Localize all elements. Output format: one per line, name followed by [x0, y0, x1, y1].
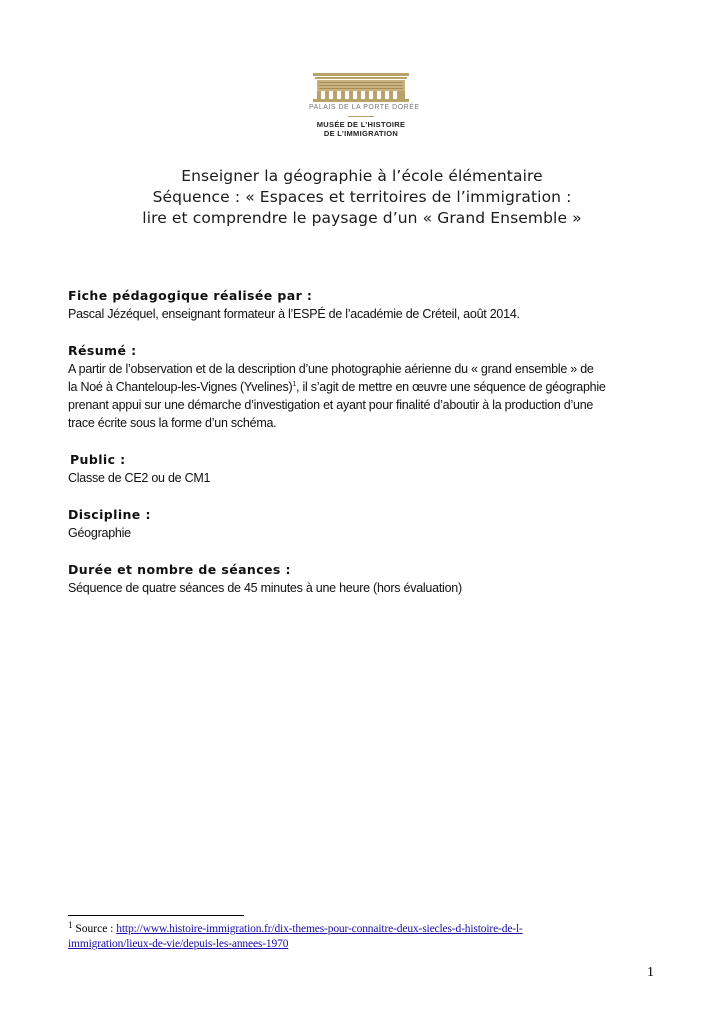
title-line-3: lire et comprendre le paysage d’un « Grand Ensemble »: [142, 209, 582, 227]
duree-heading: Durée et nombre de séances :: [68, 562, 291, 577]
resume-line-2-start: la Noé à Chanteloup-les-Vignes (Yvelines): [68, 380, 293, 394]
palais-building-icon: [311, 72, 411, 102]
resume-line-4: trace écrite sous la forme d’un schéma.: [68, 416, 277, 430]
title-line-1: Enseigner la géographie à l’école élémentaire: [181, 167, 543, 185]
footnote-number: 1: [68, 920, 73, 930]
discipline-heading: Discipline :: [68, 507, 151, 522]
resume-line-2: [68, 378, 668, 396]
resume-line-2-end: , il s’agit de mettre en œuvre une séquence de géographie: [296, 380, 606, 394]
fiche-text: [68, 305, 668, 323]
public-value: Classe de CE2 ou de CM1: [68, 471, 211, 485]
footnote-reference[interactable]: 1: [292, 381, 297, 388]
discipline-value: Géographie: [68, 526, 131, 540]
duree-value: Séquence de quatre séances de 45 minutes à une heure (hors évaluation): [68, 581, 462, 595]
document-title: [60, 166, 664, 229]
duree-text: [68, 579, 668, 597]
fiche-heading: Fiche pédagogique réalisée par :: [68, 288, 313, 303]
discipline-text: [68, 524, 668, 542]
logo-museum-name-line2: DE L’IMMIGRATION: [323, 129, 399, 138]
public-heading: Public :: [70, 452, 126, 467]
footnote: [68, 922, 668, 952]
resume-heading: Résumé :: [68, 343, 137, 358]
resume-text: [68, 360, 668, 432]
page-number: 1: [647, 965, 654, 980]
resume-line-1: A partir de l’observation et de la description d’une photographie aérienne du « grand ensemble » de: [68, 362, 594, 376]
footnote-prefix: Source :: [72, 923, 117, 935]
logo-divider: [348, 116, 374, 117]
footnote-line-1: [68, 922, 668, 937]
fiche-author-line: Pascal Jézéquel, enseignant formateur à l’ESPÉ de l’académie de Créteil, août 2014.: [68, 307, 520, 321]
footnote-separator: [68, 915, 244, 916]
footnote-link-part-1[interactable]: http://www.histoire-immigration.fr/dix-themes-pour-connaitre-deux-siecles-d-histoire-de-l-: [116, 923, 523, 935]
logo-palais-text: PALAIS DE LA PORTE DORÉE: [309, 104, 420, 111]
section-fiche: [68, 287, 668, 323]
title-line-2: Séquence : « Espaces et territoires de l’immigration :: [152, 188, 572, 206]
section-discipline: [68, 506, 668, 542]
public-text: [68, 469, 668, 487]
section-duree: [68, 561, 668, 597]
footnote-line-2: [68, 937, 668, 952]
section-public: [68, 451, 668, 487]
footnote-link-part-2[interactable]: immigration/lieux-de-vie/depuis-les-annees-1970: [68, 938, 289, 950]
museum-logo: [309, 72, 420, 138]
resume-line-3: prenant appui sur une démarche d’investigation et ayant pour finalité d’aboutir à la production d’une: [68, 398, 594, 412]
section-resume: [68, 342, 668, 432]
logo-museum-name-line1: MUSÉE DE L’HISTOIRE: [316, 120, 406, 129]
